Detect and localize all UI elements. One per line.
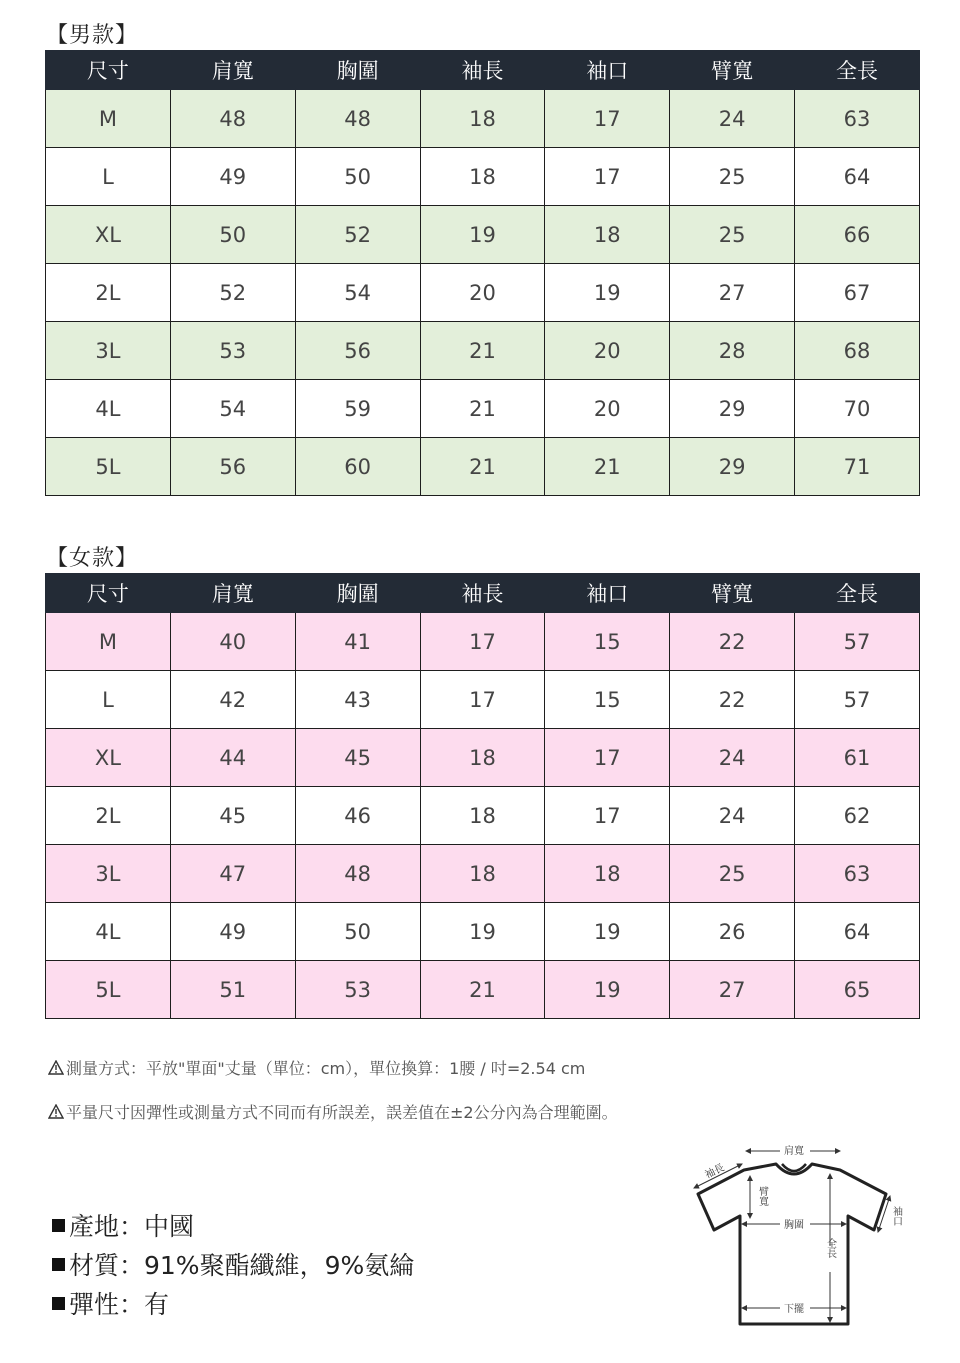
- size-cell: L: [46, 671, 171, 729]
- measurement-cell: 56: [295, 322, 420, 380]
- measurement-cell: 60: [295, 438, 420, 496]
- table-row: [46, 322, 920, 380]
- women-section-title: 【女款】: [46, 546, 139, 571]
- table-row: [46, 787, 920, 845]
- tshirt-collar: [782, 1164, 806, 1171]
- table-row: [46, 729, 920, 787]
- men-size-table: [45, 50, 920, 496]
- measurement-cell: 50: [295, 903, 420, 961]
- measurement-cell: 20: [420, 264, 545, 322]
- measurement-cell: 18: [420, 90, 545, 148]
- measurement-cell: 24: [670, 787, 795, 845]
- tshirt-measurement-diagram: [690, 1138, 920, 1338]
- square-bullet-icon: [52, 1258, 65, 1271]
- square-bullet-icon: [52, 1297, 65, 1310]
- size-cell: 3L: [46, 322, 171, 380]
- measurement-cell: 63: [795, 90, 920, 148]
- measurement-cell: 56: [170, 438, 295, 496]
- table-row: [46, 148, 920, 206]
- table-row: [46, 380, 920, 438]
- measurement-cell: 61: [795, 729, 920, 787]
- column-header: 袖長: [420, 51, 545, 90]
- table-row: [46, 961, 920, 1019]
- diagram-label-length: 全長: [824, 1238, 836, 1258]
- column-header: 胸圍: [295, 574, 420, 613]
- measurement-cell: 44: [170, 729, 295, 787]
- measurement-cell: 27: [670, 961, 795, 1019]
- size-cell: L: [46, 148, 171, 206]
- table-header-row: [46, 51, 920, 90]
- size-cell: 4L: [46, 903, 171, 961]
- measurement-cell: 66: [795, 206, 920, 264]
- measurement-cell: 25: [670, 148, 795, 206]
- measurement-cell: 64: [795, 148, 920, 206]
- material-info: [52, 1246, 414, 1282]
- column-header: 袖口: [545, 574, 670, 613]
- measurement-cell: 52: [170, 264, 295, 322]
- size-cell: M: [46, 613, 171, 671]
- size-cell: 3L: [46, 845, 171, 903]
- measurement-cell: 20: [545, 322, 670, 380]
- measurement-cell: 17: [420, 671, 545, 729]
- measurement-cell: 29: [670, 438, 795, 496]
- measurement-cell: 19: [545, 961, 670, 1019]
- size-cell: 5L: [46, 438, 171, 496]
- measurement-cell: 17: [545, 148, 670, 206]
- diagram-label-hem: 下擺: [784, 1304, 804, 1315]
- measurement-cell: 19: [420, 206, 545, 264]
- diagram-label-chest: 胸圍: [784, 1220, 804, 1231]
- measure-note-text: 測量方式：平放"單面"丈量（單位：cm），單位換算：1腰 / 吋=2.54 cm: [66, 1059, 586, 1078]
- measurement-cell: 18: [545, 845, 670, 903]
- measurement-cell: 17: [545, 729, 670, 787]
- column-header: 袖口: [545, 51, 670, 90]
- measurement-cell: 22: [670, 671, 795, 729]
- measurement-cell: 26: [670, 903, 795, 961]
- measurement-cell: 41: [295, 613, 420, 671]
- table-row: [46, 264, 920, 322]
- measurement-cell: 25: [670, 206, 795, 264]
- measurement-cell: 51: [170, 961, 295, 1019]
- table-row: [46, 903, 920, 961]
- measurement-cell: 48: [295, 845, 420, 903]
- measurement-cell: 53: [295, 961, 420, 1019]
- table-row: [46, 613, 920, 671]
- measurement-cell: 65: [795, 961, 920, 1019]
- measurement-cell: 59: [295, 380, 420, 438]
- measurement-cell: 63: [795, 845, 920, 903]
- measurement-cell: 62: [795, 787, 920, 845]
- measurement-cell: 21: [545, 438, 670, 496]
- measurement-cell: 48: [170, 90, 295, 148]
- diagram-label-arm-width: 臂寬: [756, 1186, 768, 1206]
- measurement-cell: 21: [420, 961, 545, 1019]
- table-row: [46, 206, 920, 264]
- column-header: 全長: [795, 574, 920, 613]
- warning-icon: [48, 1060, 64, 1075]
- square-bullet-icon: [52, 1219, 65, 1232]
- measurement-cell: 47: [170, 845, 295, 903]
- measurement-cell: 45: [170, 787, 295, 845]
- measurement-cell: 40: [170, 613, 295, 671]
- origin-info: [52, 1207, 194, 1243]
- measurement-cell: 25: [670, 845, 795, 903]
- measurement-cell: 24: [670, 729, 795, 787]
- measurement-cell: 52: [295, 206, 420, 264]
- measurement-cell: 24: [670, 90, 795, 148]
- measurement-cell: 21: [420, 438, 545, 496]
- measurement-cell: 21: [420, 380, 545, 438]
- diagram-label-shoulder: 肩寬: [784, 1146, 804, 1157]
- measurement-cell: 15: [545, 671, 670, 729]
- measurement-cell: 22: [670, 613, 795, 671]
- table-row: [46, 671, 920, 729]
- elasticity-text: 彈性：有: [69, 1290, 170, 1319]
- measurement-cell: 18: [420, 729, 545, 787]
- measurement-cell: 49: [170, 903, 295, 961]
- size-cell: 5L: [46, 961, 171, 1019]
- size-cell: 4L: [46, 380, 171, 438]
- diagram-label-cuff: 袖口: [890, 1206, 902, 1226]
- measurement-cell: 67: [795, 264, 920, 322]
- size-cell: 2L: [46, 787, 171, 845]
- measure-note: [48, 1056, 585, 1079]
- table-header-row: [46, 574, 920, 613]
- size-cell: 2L: [46, 264, 171, 322]
- measurement-cell: 17: [545, 787, 670, 845]
- measurement-cell: 21: [420, 322, 545, 380]
- women-size-table: [45, 573, 920, 1019]
- column-header: 尺寸: [46, 574, 171, 613]
- table-row: [46, 845, 920, 903]
- tshirt-outline: [698, 1164, 886, 1324]
- measurement-cell: 70: [795, 380, 920, 438]
- measurement-cell: 18: [420, 148, 545, 206]
- column-header: 全長: [795, 51, 920, 90]
- measurement-cell: 57: [795, 671, 920, 729]
- measurement-cell: 48: [295, 90, 420, 148]
- measurement-cell: 18: [545, 206, 670, 264]
- tolerance-note: [48, 1100, 618, 1123]
- size-cell: XL: [46, 206, 171, 264]
- measurement-cell: 18: [420, 845, 545, 903]
- measurement-cell: 53: [170, 322, 295, 380]
- measurement-cell: 17: [420, 613, 545, 671]
- measurement-cell: 50: [295, 148, 420, 206]
- measurement-cell: 54: [170, 380, 295, 438]
- measurement-cell: 18: [420, 787, 545, 845]
- measurement-cell: 54: [295, 264, 420, 322]
- column-header: 臂寬: [670, 574, 795, 613]
- column-header: 肩寬: [170, 51, 295, 90]
- column-header: 胸圍: [295, 51, 420, 90]
- measurement-cell: 43: [295, 671, 420, 729]
- column-header: 尺寸: [46, 51, 171, 90]
- measurement-cell: 29: [670, 380, 795, 438]
- measurement-cell: 20: [545, 380, 670, 438]
- measurement-cell: 49: [170, 148, 295, 206]
- measurement-cell: 19: [420, 903, 545, 961]
- measurement-cell: 19: [545, 903, 670, 961]
- measurement-cell: 17: [545, 90, 670, 148]
- material-text: 材質：91%聚酯纖維，9%氨綸: [69, 1251, 415, 1280]
- column-header: 肩寬: [170, 574, 295, 613]
- measurement-cell: 68: [795, 322, 920, 380]
- origin-text: 產地：中國: [69, 1212, 195, 1241]
- measurement-cell: 50: [170, 206, 295, 264]
- measurement-cell: 27: [670, 264, 795, 322]
- measurement-cell: 45: [295, 729, 420, 787]
- measurement-cell: 28: [670, 322, 795, 380]
- measurement-cell: 15: [545, 613, 670, 671]
- measurement-cell: 71: [795, 438, 920, 496]
- measurement-cell: 42: [170, 671, 295, 729]
- elasticity-info: [52, 1285, 169, 1321]
- measurement-cell: 19: [545, 264, 670, 322]
- warning-icon: [48, 1104, 64, 1119]
- diagram-label-sleeve: 袖長: [703, 1162, 727, 1182]
- measurement-cell: 57: [795, 613, 920, 671]
- measurement-cell: 46: [295, 787, 420, 845]
- measurement-cell: 64: [795, 903, 920, 961]
- men-section-title: 【男款】: [46, 23, 139, 48]
- size-cell: XL: [46, 729, 171, 787]
- table-row: [46, 438, 920, 496]
- column-header: 袖長: [420, 574, 545, 613]
- column-header: 臂寬: [670, 51, 795, 90]
- size-cell: M: [46, 90, 171, 148]
- table-row: [46, 90, 920, 148]
- tolerance-note-text: 平量尺寸因彈性或測量方式不同而有所誤差，誤差值在±2公分內為合理範圍。: [66, 1103, 618, 1122]
